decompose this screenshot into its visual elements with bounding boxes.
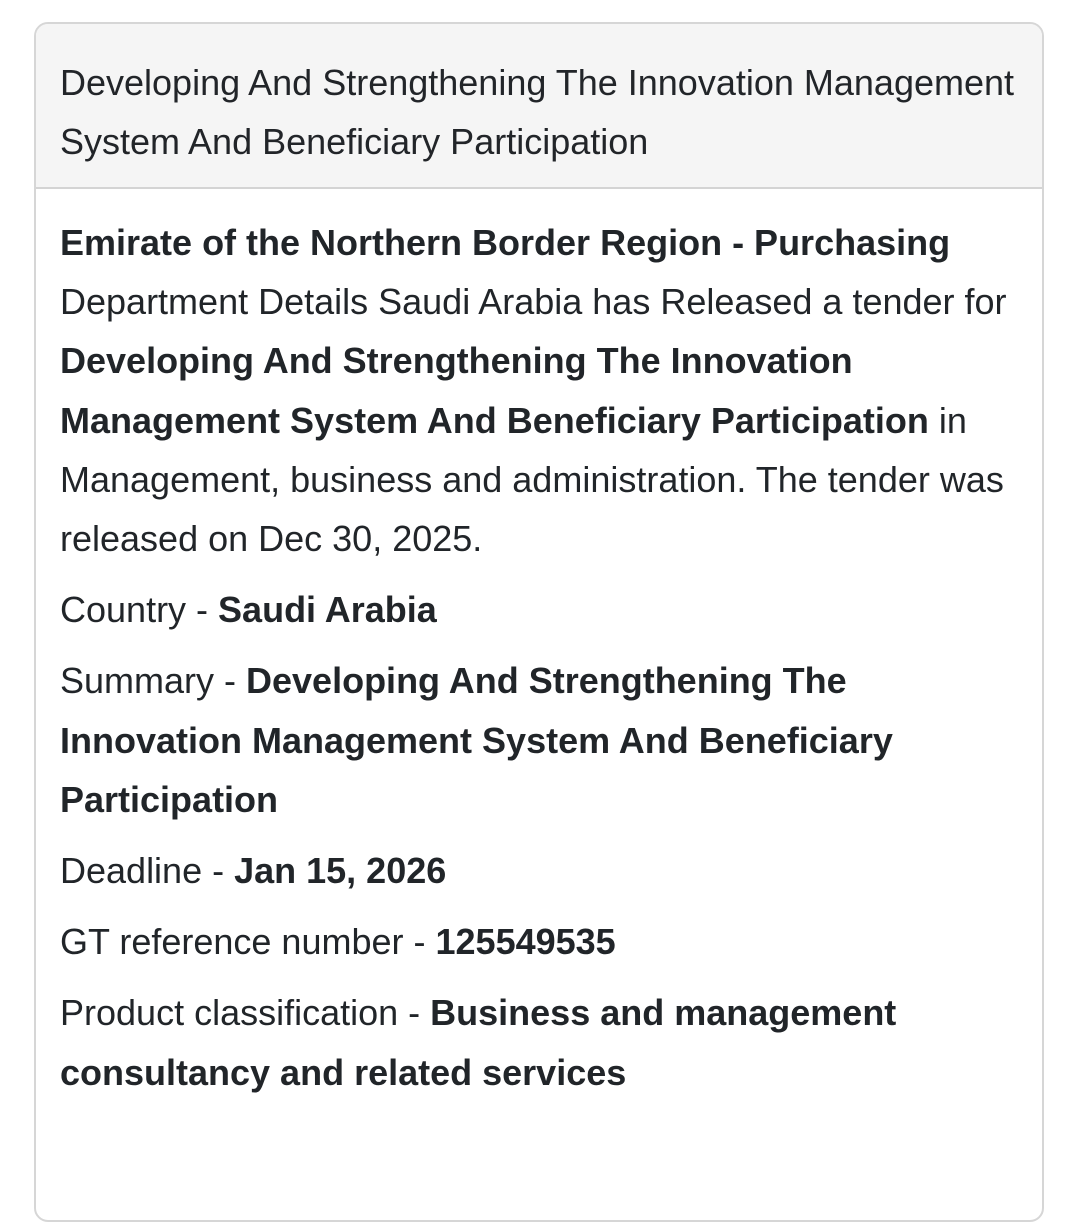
tender-title: Developing And Strengthening The Innovation Management System And Beneficiary Participation [60, 62, 1015, 162]
detail-value: Business and management consultancy and related services [60, 992, 897, 1093]
detail-value: Developing And Strengthening The Innovation Management System And Beneficiary Participation [60, 660, 893, 820]
detail-label: Product classification - [60, 992, 431, 1034]
tender-details-body [36, 189, 1042, 1102]
detail-value: Jan 15, 2026 [234, 850, 447, 892]
intro-sector-text: in Management, business and administration. The tender was released on Dec 30, 2025. [60, 399, 1004, 560]
detail-product-classification [60, 983, 1018, 1101]
intro-text: Department Details Saudi Arabia has Released a tender for [60, 281, 1007, 323]
detail-value: 125549535 [435, 921, 616, 963]
detail-label: Summary - [60, 660, 247, 702]
detail-deadline [60, 841, 1018, 900]
intro-tender-title: Developing And Strengthening The Innovation Management System And Beneficiary Participation [60, 340, 929, 441]
issuing-organization: Emirate of the Northern Border Region - Purchasing [60, 222, 951, 263]
detail-value: Saudi Arabia [218, 589, 437, 631]
detail-label: Country - [60, 589, 219, 631]
tender-title-header [36, 24, 1042, 189]
detail-label: GT reference number - [60, 921, 436, 963]
detail-country [60, 580, 1018, 639]
detail-summary [60, 651, 1018, 829]
tender-intro-paragraph [60, 213, 1018, 568]
tender-card [34, 22, 1044, 1222]
detail-label: Deadline - [60, 850, 235, 892]
detail-gt-reference-number [60, 912, 1018, 971]
